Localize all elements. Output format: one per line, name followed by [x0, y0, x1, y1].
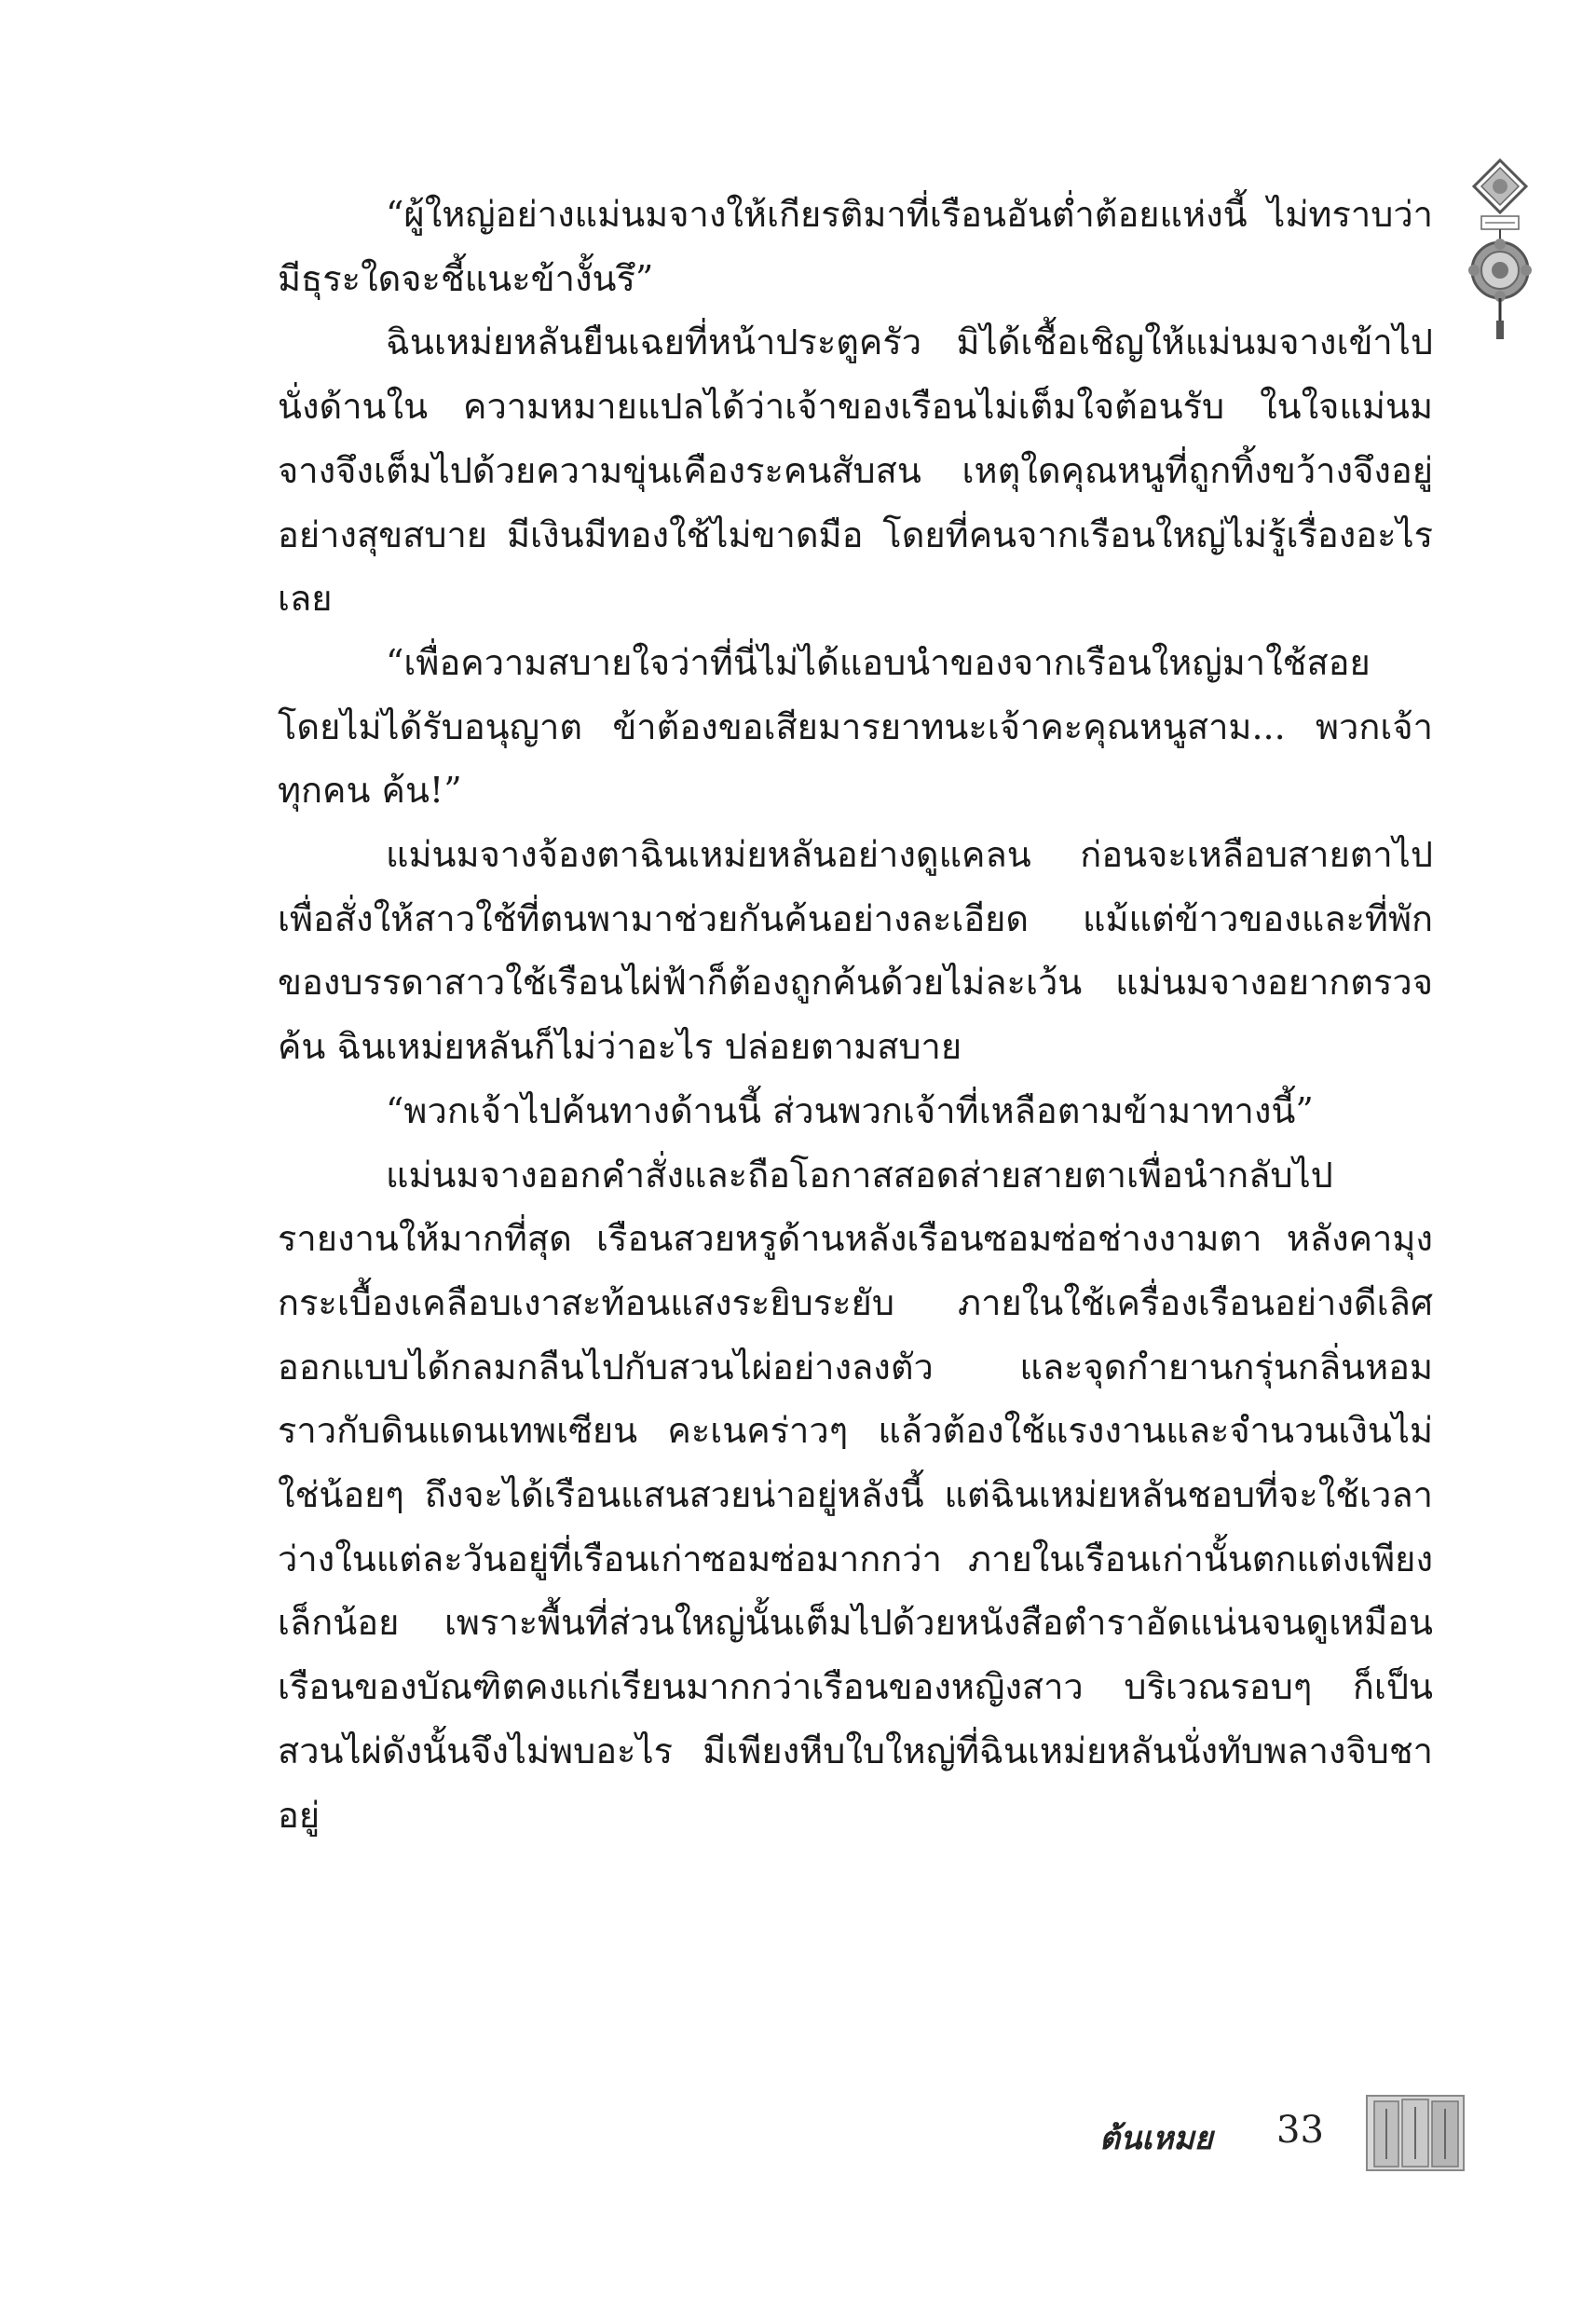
- page-footer: [1044, 2101, 1472, 2185]
- paragraph-6: แม่นมจางออกคำสั่งและถือโอกาสสอดส่ายสายตาเพื่อนำกลับไปรายงานให้มากที่สุด เรือนสวยหรูด้านหลังเรือนซอมซ่อช่างงามตา หลังคามุงกระเบื้องเคลือบเงาสะท้อนแสงระยิบระยับ ภายในใช้เครื่องเรือนอย่างดีเลิศ ออกแบบได้กลมกลืนไปกับสวนไผ่อย่างลงตัว และจุดกำยานกรุ่นกลิ่นหอมราวกับดินแดนเทพเซียน คะเนคร่าวๆ แล้วต้องใช้แรงงานและจำนวนเงินไม่ใช่น้อยๆ ถึงจะได้เรือนแสนสวยน่าอยู่หลังนี้ แต่ฉินเหม่ยหลันชอบที่จะใช้เวลาว่างในแต่ละวันอยู่ที่เรือนเก่าซอมซ่อมากกว่า ภายในเรือนเก่านั้นตกแต่งเพียงเล็กน้อย เพราะพื้นที่ส่วนใหญ่นั้นเต็มไปด้วยหนังสือตำราอัดแน่นจนดูเหมือนเรือนของบัณฑิตคงแก่เรียนมากกว่าเรือนของหญิงสาว บริเวณรอบๆ ก็เป็นสวนไผ่ดังนั้นจึงไม่พบอะไร มีเพียงหีบใบใหญ่ที่ฉินเหม่ยหลันนั่งทับพลางจิบชาอยู่: [278, 1154, 1433, 1836]
- book-title: ต้นเหมย: [1099, 2120, 1213, 2157]
- page-number: 33: [1276, 2109, 1324, 2152]
- book-stack-icon: [1365, 2090, 1466, 2174]
- paragraph-3: “เพื่อความสบายใจว่าที่นี่ไม่ได้แอบนำของจากเรือนใหญ่มาใช้สอยโดยไม่ได้รับอนุญาต ข้าต้องขอเสียมารยาทนะเจ้าคะคุณหนูสาม... พวกเจ้าทุกคน ค้น!”: [278, 641, 1433, 812]
- paragraph-2: ฉินเหม่ยหลันยืนเฉยที่หน้าประตูครัว มิได้เชื้อเชิญให้แม่นมจางเข้าไปนั่งด้านใน ความหมายแปลได้ว่าเจ้าของเรือนไม่เต็มใจต้อนรับ ในใจแม่นมจางจึงเต็มไปด้วยความขุ่นเคืองระคนสับสน เหตุใดคุณหนูที่ถูกทิ้งขว้างจึงอยู่อย่างสุขสบาย มีเงินมีทองใช้ไม่ขาดมือ โดยที่คนจากเรือนใหญ่ไม่รู้เรื่องอะไรเลย: [278, 321, 1433, 620]
- decorative-ornament-icon: [1465, 158, 1535, 345]
- paragraph-4: แม่นมจางจ้องตาฉินเหม่ยหลันอย่างดูแคลน ก่อนจะเหลือบสายตาไปเพื่อสั่งให้สาวใช้ที่ตนพามาช่วยกันค้นอย่างละเอียด แม้แต่ข้าวของและที่พักของบรรดาสาวใช้เรือนไผ่ฟ้าก็ต้องถูกค้นด้วยไม่ละเว้น แม่นมจางอยากตรวจค้น ฉินเหม่ยหลันก็ไม่ว่าอะไร ปล่อยตามสบาย: [278, 834, 1433, 1068]
- paragraph-1: “ผู้ใหญ่อย่างแม่นมจางให้เกียรติมาที่เรือนอันต่ำต้อยแห่งนี้ ไม่ทราบว่ามีธุระใดจะชี้แนะข้างั้นรึ”: [278, 194, 1433, 299]
- paragraph-5: “พวกเจ้าไปค้นทางด้านนี้ ส่วนพวกเจ้าที่เหลือตามข้ามาทางนี้”: [386, 1089, 1314, 1131]
- body-text: [278, 183, 1433, 1847]
